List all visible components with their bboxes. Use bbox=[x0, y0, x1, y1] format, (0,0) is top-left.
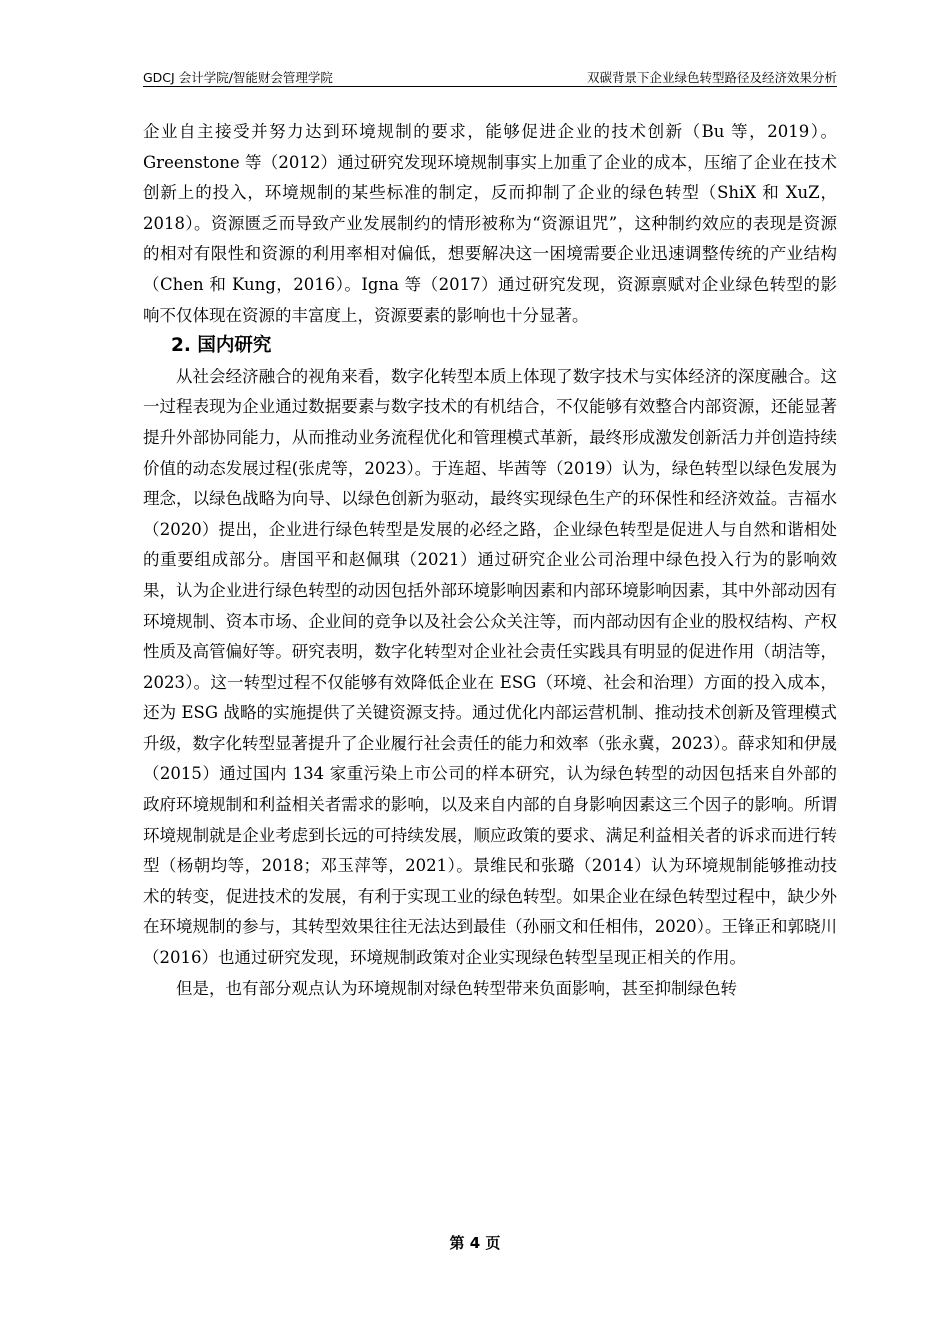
paragraph-domestic-research: 从社会经济融合的视角来看，数字化转型本质上体现了数字技术与实体经济的深度融合。这一过程表现为企业通过数据要素与数字技术的有机结合，不仅能够有效整合内部资源，还能显著提升外部协同能力，从而推动业务流程优化和管理模式革新，最终形成激发创新活力并创造持续价值的动态发展过程(张虎等，2023）。于连超、毕茜等（2019）认为，绿色转型以绿色发展为理念，以绿色战略为向导、以绿色创新为驱动，最终实现绿色生产的环保性和经济效益。吉福水（2020）提出，企业进行绿色转型是发展的必经之路，企业绿色转型是促进人与自然和谐相处的重要组成部分。唐国平和赵佩琪（2021）通过研究企业公司治理中绿色投入行为的影响效果，认为企业进行绿色转型的动因包括外部环境影响因素和内部环境影响因素，其中外部动因有环境规制、资本市场、企业间的竞争以及社会公众关注等，而内部动因有企业的股权结构、产权性质及高管偏好等。研究表明，数字化转型对企业社会责任实践具有明显的促进作用（胡洁等，2023）。这一转型过程不仅能够有效降低企业在 ESG（环境、社会和治理）方面的投入成本，还为 ESG 战略的实施提供了关键资源支持。通过优化内部运营机制、推动技术创新及管理模式升级，数字化转型显著提升了企业履行社会责任的能力和效率（张永冀，2023）。薛求知和伊晟（2015）通过国内 134 家重污染上市公司的样本研究，认为绿色转型的动因包括来自外部的政府环境规制和利益相关者需求的影响，以及来自内部的自身影响因素这三个因子的影响。所谓环境规制就是企业考虑到长远的可持续发展，顺应政策的要求、满足利益相关者的诉求而进行转型（杨朝均等，2018；邓玉萍等，2021）。景维民和张璐（2014）认为环境规制能够推动技术的转变，促进技术的发展，有利于实现工业的绿色转型。如果企业在绿色转型过程中，缺少外在环境规制的参与，其转型效果往往无法达到最佳（孙丽文和任相伟，2020）。王锋正和郭晓川（2016）也通过研究发现，环境规制政策对企业实现绿色转型呈现正相关的作用。 bbox=[143, 366, 837, 968]
header-document-title: 双碳背景下企业绿色转型路径及经济效果分析 bbox=[586, 70, 837, 85]
page-number: 第 4 页 bbox=[449, 1234, 501, 1252]
header-institution: GDCJ 会计学院/智能财会管理学院 bbox=[143, 70, 333, 85]
section-heading-domestic-research: 2. 国内研究 bbox=[171, 335, 272, 357]
page-header bbox=[143, 66, 837, 87]
page-body bbox=[143, 117, 837, 1004]
paragraph-foreign-research-continued: 企业自主接受并努力达到环境规制的要求，能够促进企业的技术创新（Bu 等，2019）。Greenstone 等（2012）通过研究发现环境规制事实上加重了企业的成本，压缩了企业在技术创新上的投入，环境规制的某些标准的制定，反而抑制了企业的绿色转型（ShiX 和 XuZ，2018）。资源匮乏而导致产业发展制约的情形被称为“资源诅咒”，这种制约效应的表现是资源的相对有限性和资源的利用率相对偏低，想要解决这一困境需要企业迅速调整传统的产业结构（Chen 和 Kung，2016）。Igna 等（2017）通过研究发现，资源禀赋对企业绿色转型的影响不仅体现在资源的丰富度上，资源要素的影响也十分显著。 bbox=[143, 122, 837, 325]
paragraph-negative-view: 但是，也有部分观点认为环境规制对绿色转型带来负面影响，甚至抑制绿色转 bbox=[176, 978, 737, 998]
